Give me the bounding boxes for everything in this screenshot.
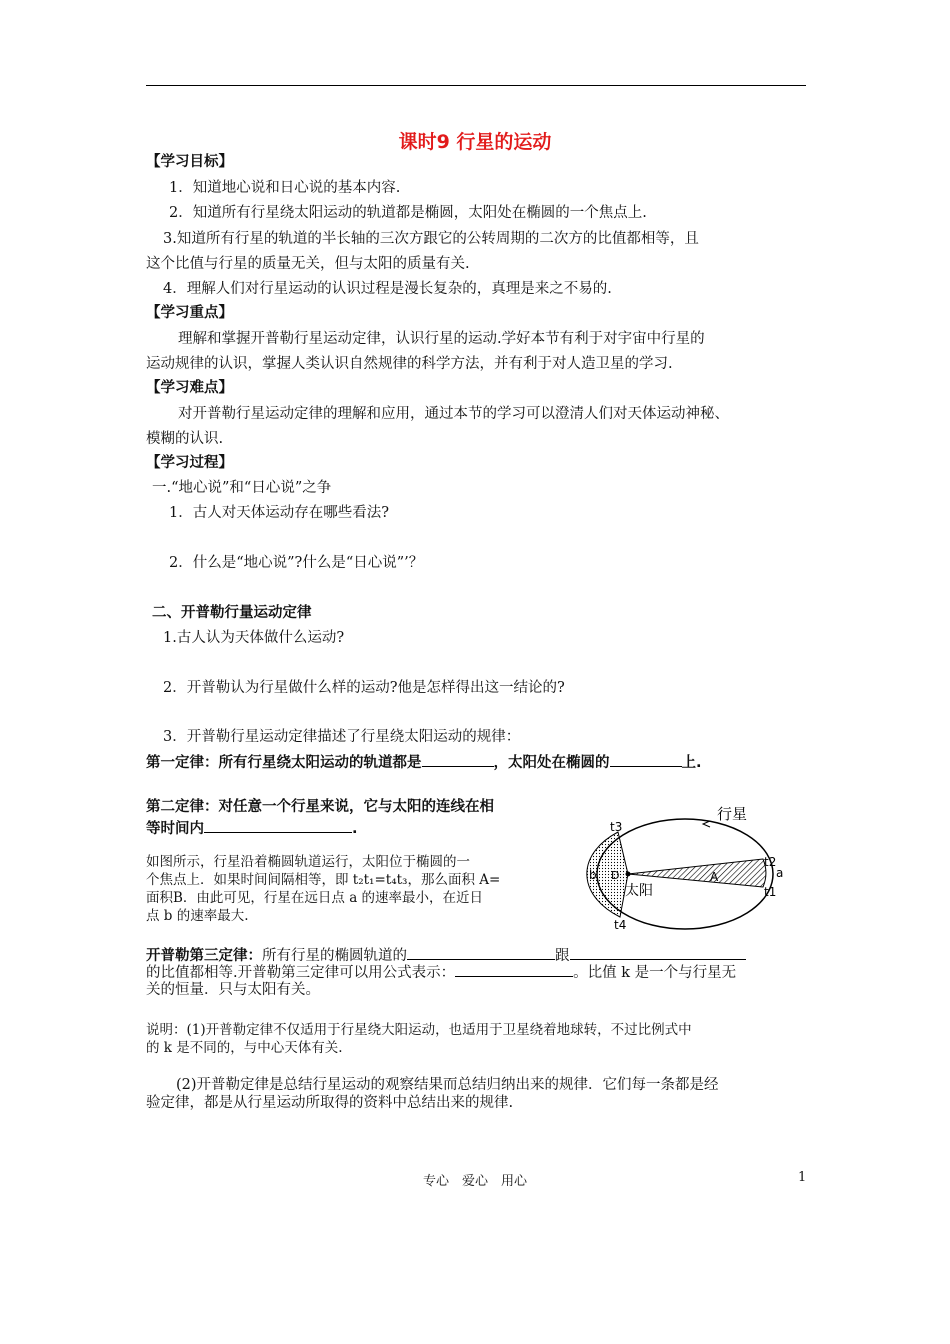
process-heading: 【学习过程】 [146,455,233,471]
note-1: 说明：(1)开普勒定律不仅适用于行星绕大阳运动，也适用于卫星绕着地球转，不过比例式中 [146,1022,692,1038]
sun-dot [626,872,631,877]
page-number: 1 [798,1170,807,1185]
figure-caption-line: 点 b 的速率最大. [146,908,249,924]
footer-slogan: 专心 爱心 用心 [422,1174,527,1189]
law2-text-b: 等时间内 [146,821,204,837]
law1-blank-focus[interactable] [610,752,682,767]
figure-caption-line: 如图所示，行星沿着椭圆轨道运行，太阳位于椭圆的一 [146,854,470,870]
difficulty-heading: 【学习难点】 [146,380,233,396]
section2-question: 1.古人认为天体做什么运动? [163,630,345,646]
aphelion-label: a [776,866,784,880]
goals-heading: 【学习目标】 [146,154,233,170]
area-b-label: D [611,869,620,882]
goal-item: 3.知道所有行星的轨道的半长轴的三次方跟它的公转周期的二次方的比值都相等，且 [163,231,699,247]
figure-caption-line: 面积B．由此可见，行星在远日点 a 的速率最小，在近日 [146,890,484,906]
page-title: 课时9 行星的运动 [398,131,552,153]
perihelion-label: b [589,868,597,882]
law3-blank-formula[interactable] [455,962,573,977]
law2-blank-area[interactable] [204,818,352,833]
section1-title: 一.“地心说”和“日心说”之争 [152,480,332,496]
note-1-cont: 的 k 是不同的，与中心天体有关. [146,1040,343,1056]
goal-item: 4．理解人们对行星运动的认识过程是漫长复杂的，真理是来之不易的. [163,281,612,297]
section2-question: 2．开普勒认为行星做什么样的运动?他是怎样得出这一结论的? [163,680,565,696]
sun-label: 太阳 [625,883,653,899]
focus-heading: 【学习重点】 [146,305,233,321]
law1-text-c: 上. [681,755,702,771]
note-2-cont: 验定律，都是从行星运动所取得的资料中总结出来的规律. [146,1095,514,1111]
law1-line [146,752,702,773]
area-a-label: A [710,870,719,884]
section2-question: 3．开普勒行星运动定律描述了行星绕太阳运动的规律： [163,729,521,745]
law3-blank-period[interactable] [570,945,746,960]
law3-text-b: 所有行星的椭圆轨道的 [262,948,407,964]
kepler-orbit-diagram [580,795,800,935]
law3-text-e: 。比值 k 是一个与行星无 [573,965,737,981]
law3-blank-axis[interactable] [407,945,555,960]
law1-blank-orbit[interactable] [422,752,494,767]
direction-arrow [703,821,710,827]
section1-question: 2．什么是“地心说”?什么是“日心说”’？ [169,555,424,571]
header-rule [146,85,806,86]
law1-text-a: 第一定律：所有行星绕太阳运动的轨道都是 [146,755,422,771]
section2-title: 二、开普勒行量运动定律 [152,605,312,621]
goal-item: 2．知道所有行星绕太阳运动的轨道都是椭圆，太阳处在椭圆的一个焦点上. [169,205,647,221]
goal-item: 这个比值与行星的质量无关，但与太阳的质量有关. [146,256,470,272]
law1-text-b: ，太阳处在椭圆的 [493,755,610,771]
difficulty-line: 对开普勒行星运动定律的理解和应用，通过本节的学习可以澄清人们对天体运动神秘、 [178,406,729,422]
goal-item: 1．知道地心说和日心说的基本内容. [169,180,401,196]
law2-line2 [146,818,358,839]
section1-question: 1．古人对天体运动存在哪些看法? [169,505,389,521]
focus-line: 理解和掌握开普勒行星运动定律，认识行星的运动.学好本节有利于对宇宙中行星的 [178,331,705,347]
t2-label: t2 [764,855,777,869]
law3-heading: 开普勒第三定律： [146,948,262,964]
law2-text-c: . [352,821,358,837]
t3-label: t3 [610,820,623,834]
law3-text-c: 跟 [555,948,570,964]
difficulty-line: 模糊的认识. [146,431,224,447]
law2-line: 第二定律：对任意一个行星来说，它与太阳的连线在相 [146,799,494,815]
note-2: (2)开普勒定律是总结行星运动的观察结果而总结归纳出来的规律．它们每一条都是经 [176,1077,719,1093]
focus-line: 运动规律的认识，掌握人类认识自然规律的科学方法，并有利于对人造卫星的学习. [146,356,673,372]
law3-text-d: 的比值都相等.开普勒第三定律可以用公式表示： [146,965,456,981]
t4-label: t4 [614,918,627,932]
t1-label: t1 [764,885,777,899]
law3-line3: 关的恒量．只与太阳有关。 [146,982,320,998]
planet-label: 行星 [717,805,748,823]
figure-caption-line: 个焦点上．如果时间间隔相等，即 t₂t₁=t₄t₃，那么面积 A= [146,872,501,888]
